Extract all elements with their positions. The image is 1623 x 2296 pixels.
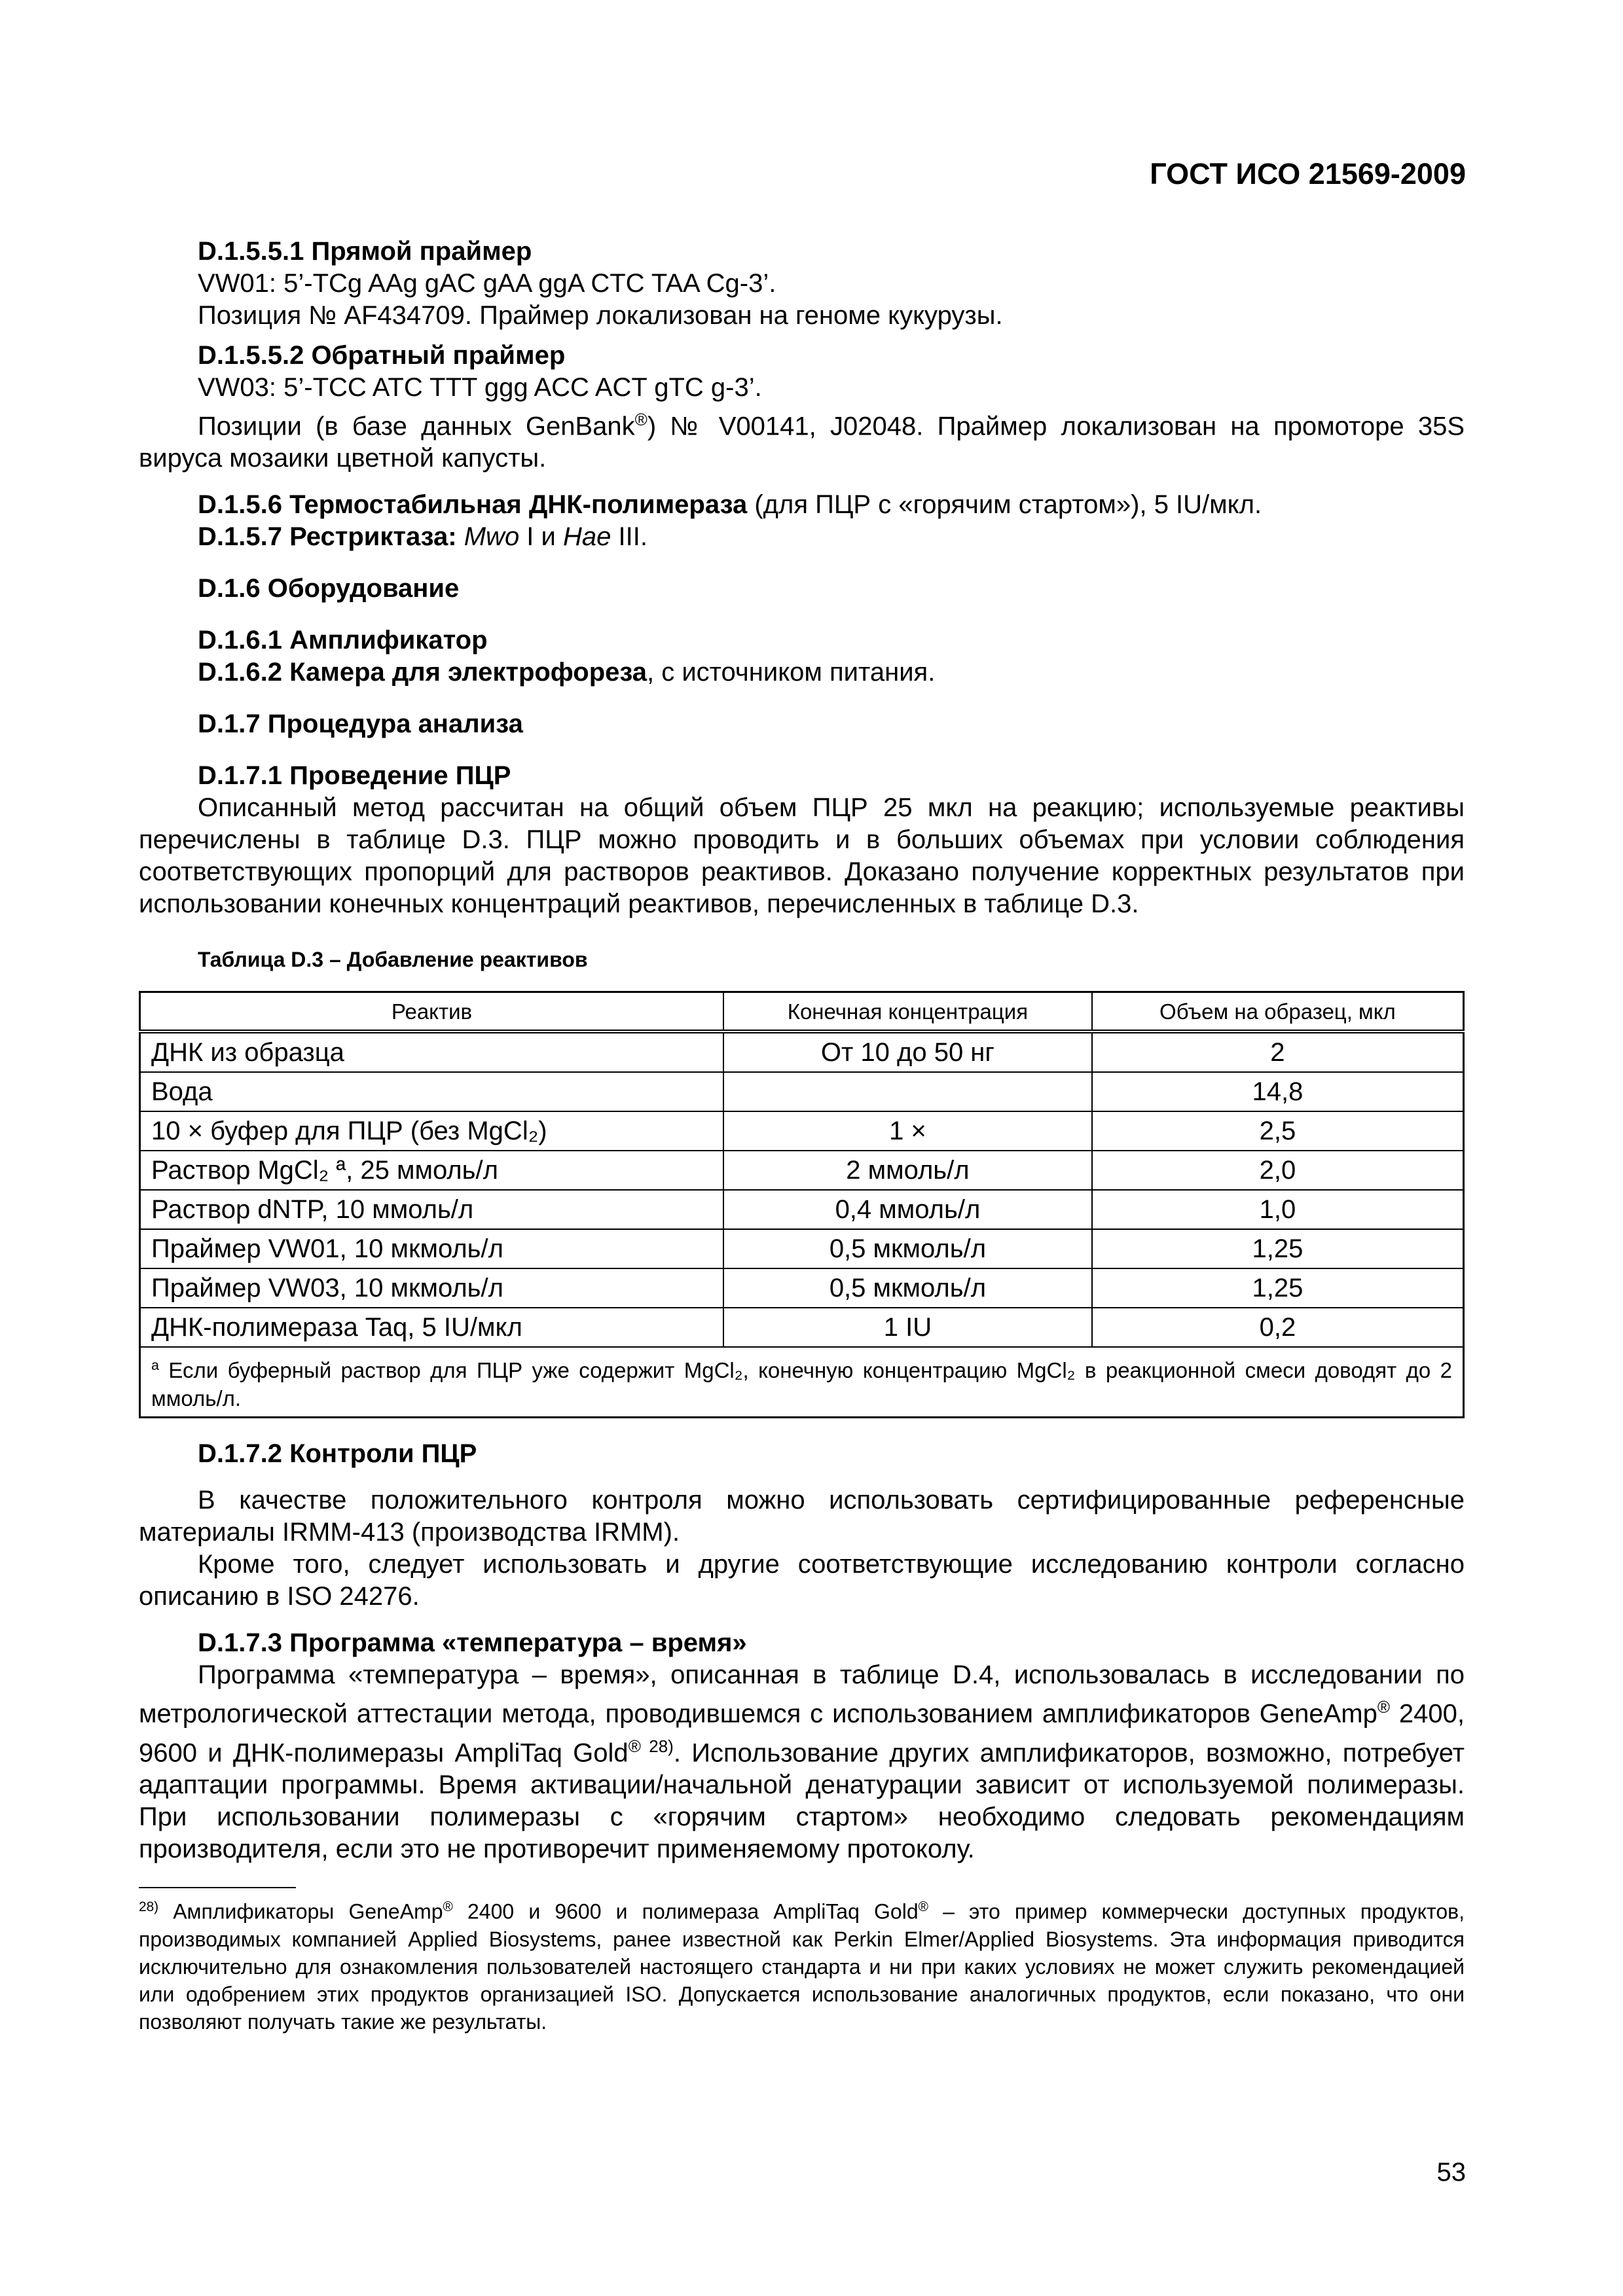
registered-mark: ® bbox=[918, 1899, 928, 1914]
text-run: . Использование других амплификаторов, возможно, потребует адаптации программы. Время активации/начальной денатурации зависит от используемой полимеразы. При использовании полимеразы с «горячим стартом» необходимо следовать рекомендациям производителя, если это не противоречит применяемому протоколу. bbox=[139, 1738, 1465, 1863]
table-cell: 0,4 ммоль/л bbox=[723, 1190, 1092, 1229]
primer-sequence: VW03: 5’-TCC ATC TTT ggg ACC ACT gTC g-3’. bbox=[198, 373, 762, 402]
table-cell bbox=[723, 1072, 1092, 1111]
table-cell: ДНК-полимераза Taq, 5 IU/мкл bbox=[140, 1308, 723, 1347]
text-run: Позиции (в базе данных GenBank bbox=[198, 412, 635, 441]
table-note-row bbox=[140, 1347, 1464, 1418]
note-text: Если буферный раствор для ПЦР уже содержит MgCl₂, конечную концентрацию MgCl₂ в реакционной смеси доводят до 2 ммоль/л. bbox=[151, 1358, 1452, 1411]
table-cell: 1,25 bbox=[1092, 1268, 1464, 1308]
enzyme-name: Hae bbox=[562, 522, 611, 552]
table-row bbox=[140, 1031, 1464, 1072]
table-row bbox=[140, 1190, 1464, 1229]
table-cell: 2 ммоль/л bbox=[723, 1151, 1092, 1190]
table-cell: Раствор MgCl₂ ª, 25 ммоль/л bbox=[140, 1151, 723, 1190]
primer-sequence: VW01: 5’-TCg AAg gAC gAA ggA CTC TAA Cg-3’. bbox=[198, 269, 776, 298]
table-cell: 14,8 bbox=[1092, 1072, 1464, 1111]
table-cell: Раствор dNTP, 10 ммоль/л bbox=[140, 1190, 723, 1229]
paragraph: В качестве положительного контроля можно использовать сертифицированные референсные материалы IRMM-413 (производства IRMM). bbox=[139, 1486, 1465, 1547]
paragraph bbox=[139, 489, 1465, 521]
table-cell: ДНК из образца bbox=[140, 1031, 723, 1072]
text-run: 2400 и 9600 и полимераза AmpliTaq Gold bbox=[452, 1899, 919, 1924]
registered-mark: ® bbox=[443, 1899, 453, 1914]
paragraph bbox=[139, 521, 1465, 553]
document-header: ГОСТ ИСО 21569-2009 bbox=[1150, 157, 1466, 190]
column-header: Реактив bbox=[140, 992, 723, 1032]
inline-heading: D.1.6.2 Камера для электрофореза bbox=[198, 658, 647, 687]
inline-heading: D.1.5.7 Рестриктаза: bbox=[198, 522, 457, 552]
footnote-ref: ® 28) bbox=[628, 1736, 674, 1756]
table-row bbox=[140, 1308, 1464, 1347]
section-heading: D.1.7 Процедура анализа bbox=[198, 709, 523, 739]
primer-position bbox=[139, 404, 1465, 475]
table-cell: 0,5 мкмоль/л bbox=[723, 1268, 1092, 1308]
table-cell: 1,0 bbox=[1092, 1190, 1464, 1229]
table-caption: Таблица D.3 – Добавление реактивов bbox=[198, 948, 588, 972]
paragraph: Кроме того, следует использовать и другие соответствующие исследованию контроли согласно описанию в ISO 24276. bbox=[139, 1550, 1465, 1611]
section-heading: D.1.5.5.2 Обратный праймер bbox=[198, 341, 566, 370]
table-cell: 0,2 bbox=[1092, 1308, 1464, 1347]
section-heading: D.1.6 Оборудование bbox=[198, 574, 460, 603]
page-number: 53 bbox=[1436, 2158, 1466, 2187]
table-cell: 1,25 bbox=[1092, 1229, 1464, 1268]
table-cell: 10 × буфер для ПЦР (без MgCl₂) bbox=[140, 1111, 723, 1151]
table-cell: Праймер VW03, 10 мкмоль/л bbox=[140, 1268, 723, 1308]
registered-mark: ® bbox=[634, 410, 647, 429]
text-run: 2400, 9600 и ДНК-полимеразы AmpliTaq Gold bbox=[139, 1699, 1465, 1767]
table-cell: 2,0 bbox=[1092, 1151, 1464, 1190]
text-run: , с источником питания. bbox=[647, 658, 936, 687]
text-run: Программа «температура – время», описанная в таблице D.4, использовалась в исследовании по метрологической аттестации метода, проводившемся с использованием амплификаторов GeneAmp bbox=[139, 1660, 1465, 1729]
table-row bbox=[140, 1151, 1464, 1190]
table-note bbox=[140, 1347, 1464, 1418]
section-heading: D.1.7.3 Программа «температура – время» bbox=[198, 1628, 747, 1658]
note-marker: a bbox=[151, 1357, 159, 1374]
table-row bbox=[140, 1268, 1464, 1308]
footnote bbox=[139, 1893, 1465, 2036]
main-content bbox=[139, 236, 1465, 1865]
table-cell: Праймер VW01, 10 мкмоль/л bbox=[140, 1229, 723, 1268]
table-cell: 2 bbox=[1092, 1031, 1464, 1072]
column-header: Объем на образец, мкл bbox=[1092, 992, 1464, 1032]
table-cell: От 10 до 50 нг bbox=[723, 1031, 1092, 1072]
inline-heading: D.1.5.6 Термостабильная ДНК-полимераза bbox=[198, 490, 748, 520]
reagents-table bbox=[139, 991, 1465, 1418]
column-header: Конечная концентрация bbox=[723, 992, 1092, 1032]
section-heading: D.1.6.1 Амплификатор bbox=[198, 626, 488, 655]
text-run: ) № V00141, J02048. Праймер локализован на промоторе 35S вируса мозаики цветной капусты. bbox=[139, 412, 1465, 473]
table-cell: 2,5 bbox=[1092, 1111, 1464, 1151]
registered-mark: ® bbox=[1377, 1697, 1390, 1717]
text-run: III. bbox=[611, 522, 647, 552]
table-row bbox=[140, 1111, 1464, 1151]
footnote-separator bbox=[139, 1887, 296, 1888]
section-heading: D.1.7.1 Проведение ПЦР bbox=[198, 761, 511, 791]
table-cell: 1 IU bbox=[723, 1308, 1092, 1347]
footnote-marker: 28) bbox=[139, 1899, 159, 1914]
table-cell: Вода bbox=[140, 1072, 723, 1111]
table-cell: 1 × bbox=[723, 1111, 1092, 1151]
paragraph: Описанный метод рассчитан на общий объем ПЦР 25 мкл на реакцию; используемые реактивы перечислены в таблице D.3. ПЦР можно проводить и в больших объемах при условии соблюдения соответствующих пропорций для растворов реактивов. Доказано получение корректных результатов при использовании конечных концентраций реактивов, перечисленных в таблице D.3. bbox=[139, 793, 1465, 919]
paragraph bbox=[139, 1659, 1465, 1865]
table-row bbox=[140, 1229, 1464, 1268]
paragraph bbox=[139, 656, 1465, 689]
text-run: Амплификаторы GeneAmp bbox=[158, 1899, 443, 1924]
primer-position: Позиция № AF434709. Праймер локализован на геноме кукурузы. bbox=[198, 301, 1003, 330]
table-cell: 0,5 мкмоль/л bbox=[723, 1229, 1092, 1268]
text-run: – это пример коммерчески доступных продуктов, производимых компанией Applied Biosystems, ранее известной как Perkin Elmer/Applied Biosystems. Эта информация приводится исключительно для ознакомления пользователей настоящего стандарта и ни при каких условиях не может служить рекомендацией или одобрением этих продуктов организацией ISO. Допускается использование аналогичных продуктов, если показано, что они позволяют получать такие же результаты. bbox=[139, 1899, 1465, 2034]
section-heading: D.1.7.2 Контроли ПЦР bbox=[198, 1439, 477, 1469]
enzyme-name: Mwo bbox=[464, 522, 520, 552]
text-run: I и bbox=[519, 522, 563, 552]
table-header-row bbox=[140, 992, 1464, 1032]
text-run: (для ПЦР с «горячим стартом»), 5 IU/мкл. bbox=[747, 490, 1262, 520]
section-heading: D.1.5.5.1 Прямой праймер bbox=[198, 237, 532, 266]
table-row bbox=[140, 1072, 1464, 1111]
